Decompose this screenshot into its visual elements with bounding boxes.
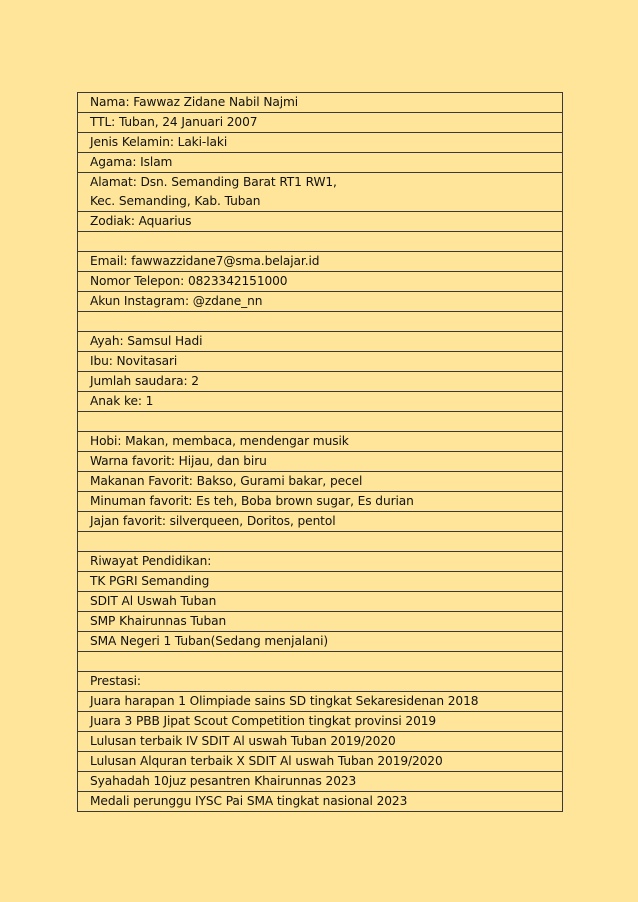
table-row <box>78 752 563 772</box>
row-prestasi-heading: Prestasi: <box>78 672 563 692</box>
row-minuman-favorit: Minuman favorit: Es teh, Boba brown sugar, Es durian <box>78 492 563 512</box>
row-anak-ke: Anak ke: 1 <box>78 392 563 412</box>
table-row <box>78 332 563 352</box>
row-instagram: Akun Instagram: @zdane_nn <box>78 292 563 312</box>
row-prestasi-item: Medali perunggu IYSC Pai SMA tingkat nasional 2023 <box>78 792 563 812</box>
row-telepon: Nomor Telepon: 0823342151000 <box>78 272 563 292</box>
biodata-table <box>77 92 563 812</box>
row-zodiak: Zodiak: Aquarius <box>78 212 563 232</box>
table-row <box>78 212 563 232</box>
table-row <box>78 352 563 372</box>
row-prestasi-item: Syahadah 10juz pesantren Khairunnas 2023 <box>78 772 563 792</box>
row-prestasi-item: Lulusan terbaik IV SDIT Al uswah Tuban 2019/2020 <box>78 732 563 752</box>
table-row <box>78 412 563 432</box>
table-row <box>78 452 563 472</box>
table-row <box>78 592 563 612</box>
table-row <box>78 432 563 452</box>
row-ayah: Ayah: Samsul Hadi <box>78 332 563 352</box>
table-row <box>78 232 563 252</box>
table-row <box>78 652 563 672</box>
table-row <box>78 93 563 113</box>
row-makanan-favorit: Makanan Favorit: Bakso, Gurami bakar, pecel <box>78 472 563 492</box>
row-riwayat-pendidikan-heading: Riwayat Pendidikan: <box>78 552 563 572</box>
row-nama: Nama: Fawwaz Zidane Nabil Najmi <box>78 93 563 113</box>
table-row <box>78 612 563 632</box>
row-warna-favorit: Warna favorit: Hijau, dan biru <box>78 452 563 472</box>
row-prestasi-item: Lulusan Alquran terbaik X SDIT Al uswah Tuban 2019/2020 <box>78 752 563 772</box>
table-row <box>78 532 563 552</box>
row-spacer <box>78 312 563 332</box>
table-row <box>78 113 563 133</box>
row-jajan-favorit: Jajan favorit: silverqueen, Doritos, pentol <box>78 512 563 532</box>
row-ttl: TTL: Tuban, 24 Januari 2007 <box>78 113 563 133</box>
table-row <box>78 772 563 792</box>
row-spacer <box>78 232 563 252</box>
table-row <box>78 552 563 572</box>
table-row <box>78 173 563 212</box>
row-spacer <box>78 652 563 672</box>
table-row <box>78 572 563 592</box>
row-alamat <box>78 173 563 212</box>
row-ibu: Ibu: Novitasari <box>78 352 563 372</box>
row-hobi: Hobi: Makan, membaca, mendengar musik <box>78 432 563 452</box>
table-row <box>78 712 563 732</box>
table-row <box>78 252 563 272</box>
alamat-line-2: Kec. Semanding, Kab. Tuban <box>90 194 261 208</box>
row-pendidikan-smp: SMP Khairunnas Tuban <box>78 612 563 632</box>
table-row <box>78 153 563 173</box>
row-agama: Agama: Islam <box>78 153 563 173</box>
table-row <box>78 512 563 532</box>
table-row <box>78 472 563 492</box>
table-row <box>78 272 563 292</box>
table-row <box>78 492 563 512</box>
row-pendidikan-sd: SDIT Al Uswah Tuban <box>78 592 563 612</box>
row-pendidikan-tk: TK PGRI Semanding <box>78 572 563 592</box>
row-jumlah-saudara: Jumlah saudara: 2 <box>78 372 563 392</box>
row-spacer <box>78 532 563 552</box>
table-row <box>78 292 563 312</box>
table-row <box>78 372 563 392</box>
table-row <box>78 632 563 652</box>
table-row <box>78 392 563 412</box>
table-row <box>78 732 563 752</box>
row-jenis-kelamin: Jenis Kelamin: Laki-laki <box>78 133 563 153</box>
alamat-line-1: Alamat: Dsn. Semanding Barat RT1 RW1, <box>90 175 337 189</box>
table-row <box>78 312 563 332</box>
table-row <box>78 672 563 692</box>
row-spacer <box>78 412 563 432</box>
table-row <box>78 692 563 712</box>
row-prestasi-item: Juara harapan 1 Olimpiade sains SD tingkat Sekaresidenan 2018 <box>78 692 563 712</box>
row-prestasi-item: Juara 3 PBB Jipat Scout Competition tingkat provinsi 2019 <box>78 712 563 732</box>
row-email: Email: fawwazzidane7@sma.belajar.id <box>78 252 563 272</box>
table-row <box>78 792 563 812</box>
row-pendidikan-sma: SMA Negeri 1 Tuban(Sedang menjalani) <box>78 632 563 652</box>
table-row <box>78 133 563 153</box>
